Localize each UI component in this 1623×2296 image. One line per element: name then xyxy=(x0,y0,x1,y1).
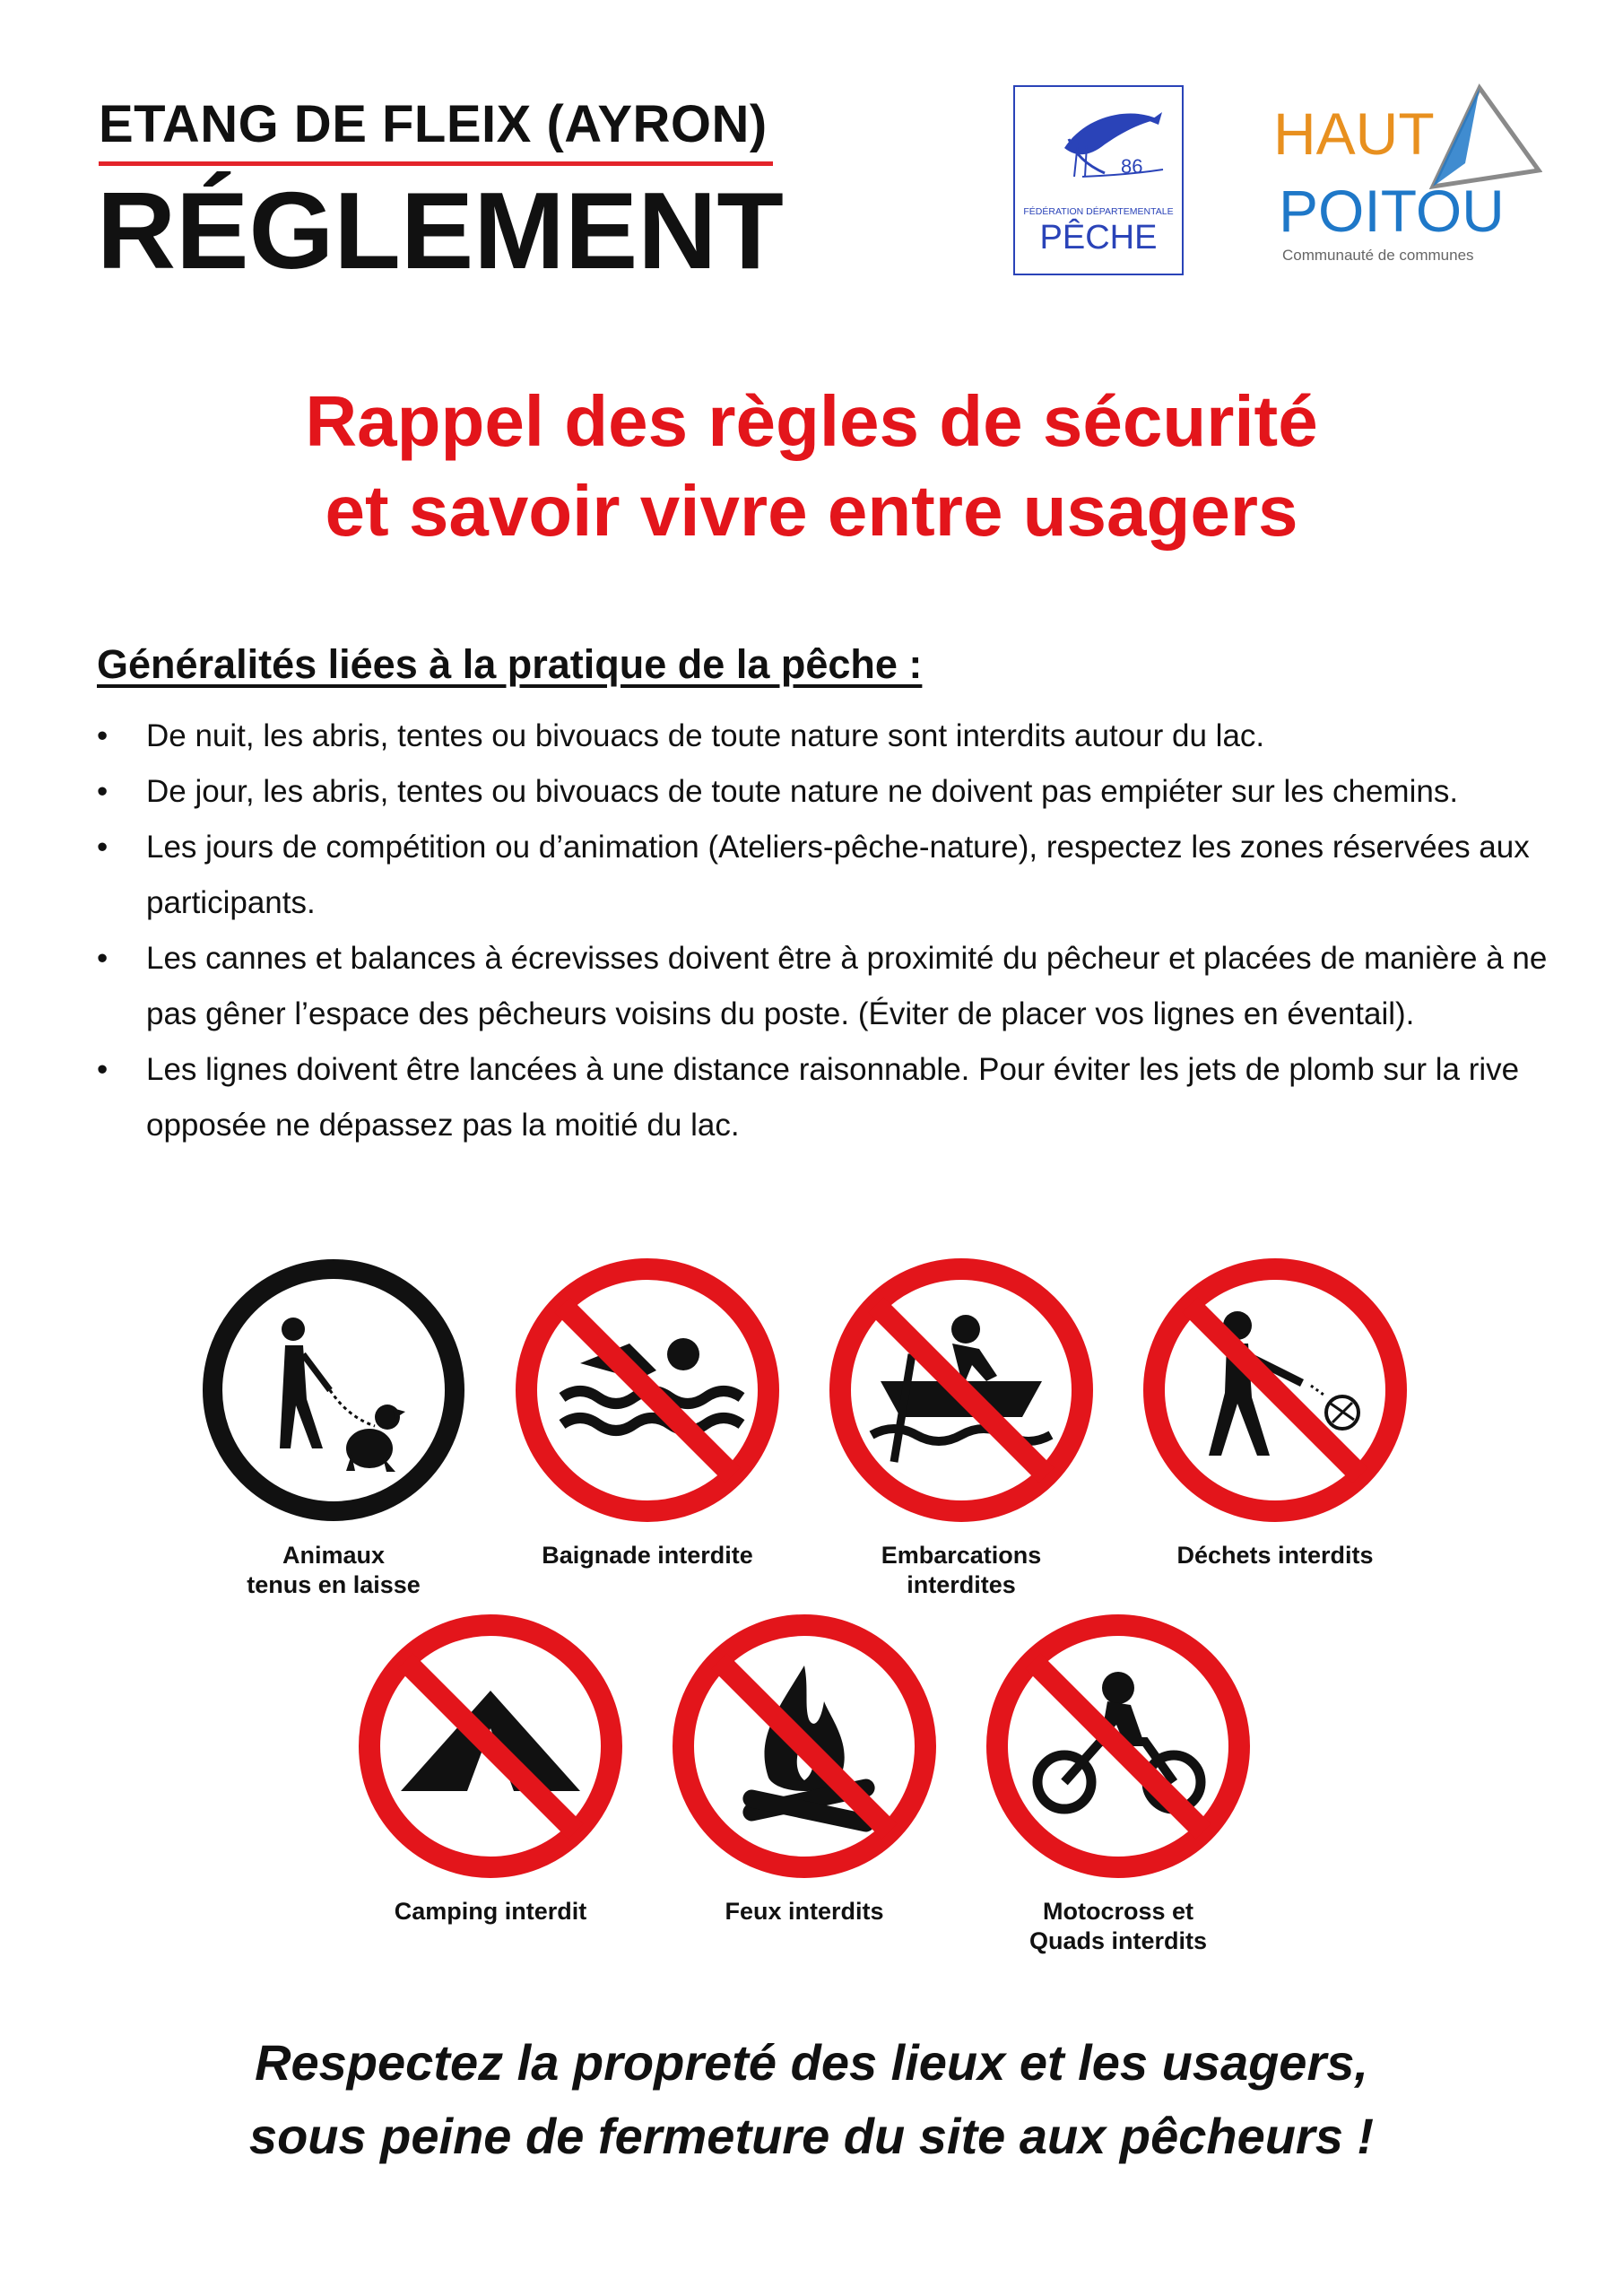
footer-line-2: sous peine de fermeture du site aux pêcheurs ! xyxy=(248,2108,1375,2164)
haut-poitou-tagline: Communauté de communes xyxy=(1282,247,1474,264)
sign-label-motocross: Motocross et Quads interdits xyxy=(1028,1898,1208,1954)
sign-label-swimming: Baignade interdite xyxy=(542,1542,753,1569)
dog-on-leash-icon xyxy=(199,1256,468,1525)
sign-label-fire: Feux interdits xyxy=(725,1898,884,1925)
no-swimming-icon xyxy=(513,1256,782,1525)
sign-label-boats: Embarcations interdites xyxy=(881,1542,1042,1598)
federation-label: FÉDÉRATION DÉPARTEMENTALE xyxy=(1023,206,1174,217)
rule-item: • Les cannes et balances à écrevisses doivent être à proximité du pêcheur et placées de manière à ne pas gêner l’espace des pêcheurs voisins du poste. (Éviter de placer vos lignes en éventail). xyxy=(97,941,1548,1031)
federation-peche-logo xyxy=(1013,85,1184,275)
header-divider xyxy=(99,161,773,166)
site-name: ETANG DE FLEIX (AYRON) xyxy=(99,95,768,153)
no-fire-icon xyxy=(670,1612,939,1881)
sign-label-camping: Camping interdit xyxy=(394,1898,587,1925)
page-title: RÉGLEMENT xyxy=(97,170,784,291)
section-title: Généralités liées à la pratique de la pêche : xyxy=(97,641,923,687)
rule-item: • Les jours de compétition ou d’animation (Ateliers-pêche-nature), respectez les zones réservées aux participants. xyxy=(97,830,1530,920)
rules-list xyxy=(97,709,1549,1153)
headline-line-1: Rappel des règles de sécurité xyxy=(305,381,1318,461)
federation-number: 86 xyxy=(1121,155,1143,178)
rule-item: • De jour, les abris, tentes ou bivouacs de toute nature ne doivent pas empiéter sur les chemins. xyxy=(97,774,1459,809)
rule-item: • De nuit, les abris, tentes ou bivouacs de toute nature sont interdits autour du lac. xyxy=(97,718,1265,753)
no-camping-icon xyxy=(356,1612,625,1881)
fish-emblem-icon xyxy=(1015,87,1182,274)
sign-label-litter: Déchets interdits xyxy=(1176,1542,1374,1569)
headline-line-2: et savoir vivre entre usagers xyxy=(325,471,1298,551)
footer-line-1: Respectez la propreté des lieux et les usagers, xyxy=(255,2034,1368,2091)
peche-label: PÊCHE xyxy=(1039,219,1158,257)
no-motocross-icon xyxy=(984,1612,1253,1881)
no-boats-icon xyxy=(827,1256,1096,1525)
haut-poitou-logo xyxy=(1273,81,1542,278)
sign-label-leash: Animaux tenus en laisse xyxy=(247,1542,421,1598)
haut-word: HAUT xyxy=(1273,100,1435,167)
no-littering-icon xyxy=(1141,1256,1410,1525)
rule-item: • Les lignes doivent être lancées à une distance raisonnable. Pour éviter les jets de plomb sur la rive opposée ne dépassez pas la moitié du lac. xyxy=(97,1052,1520,1143)
poitou-word: POITOU xyxy=(1279,178,1505,244)
